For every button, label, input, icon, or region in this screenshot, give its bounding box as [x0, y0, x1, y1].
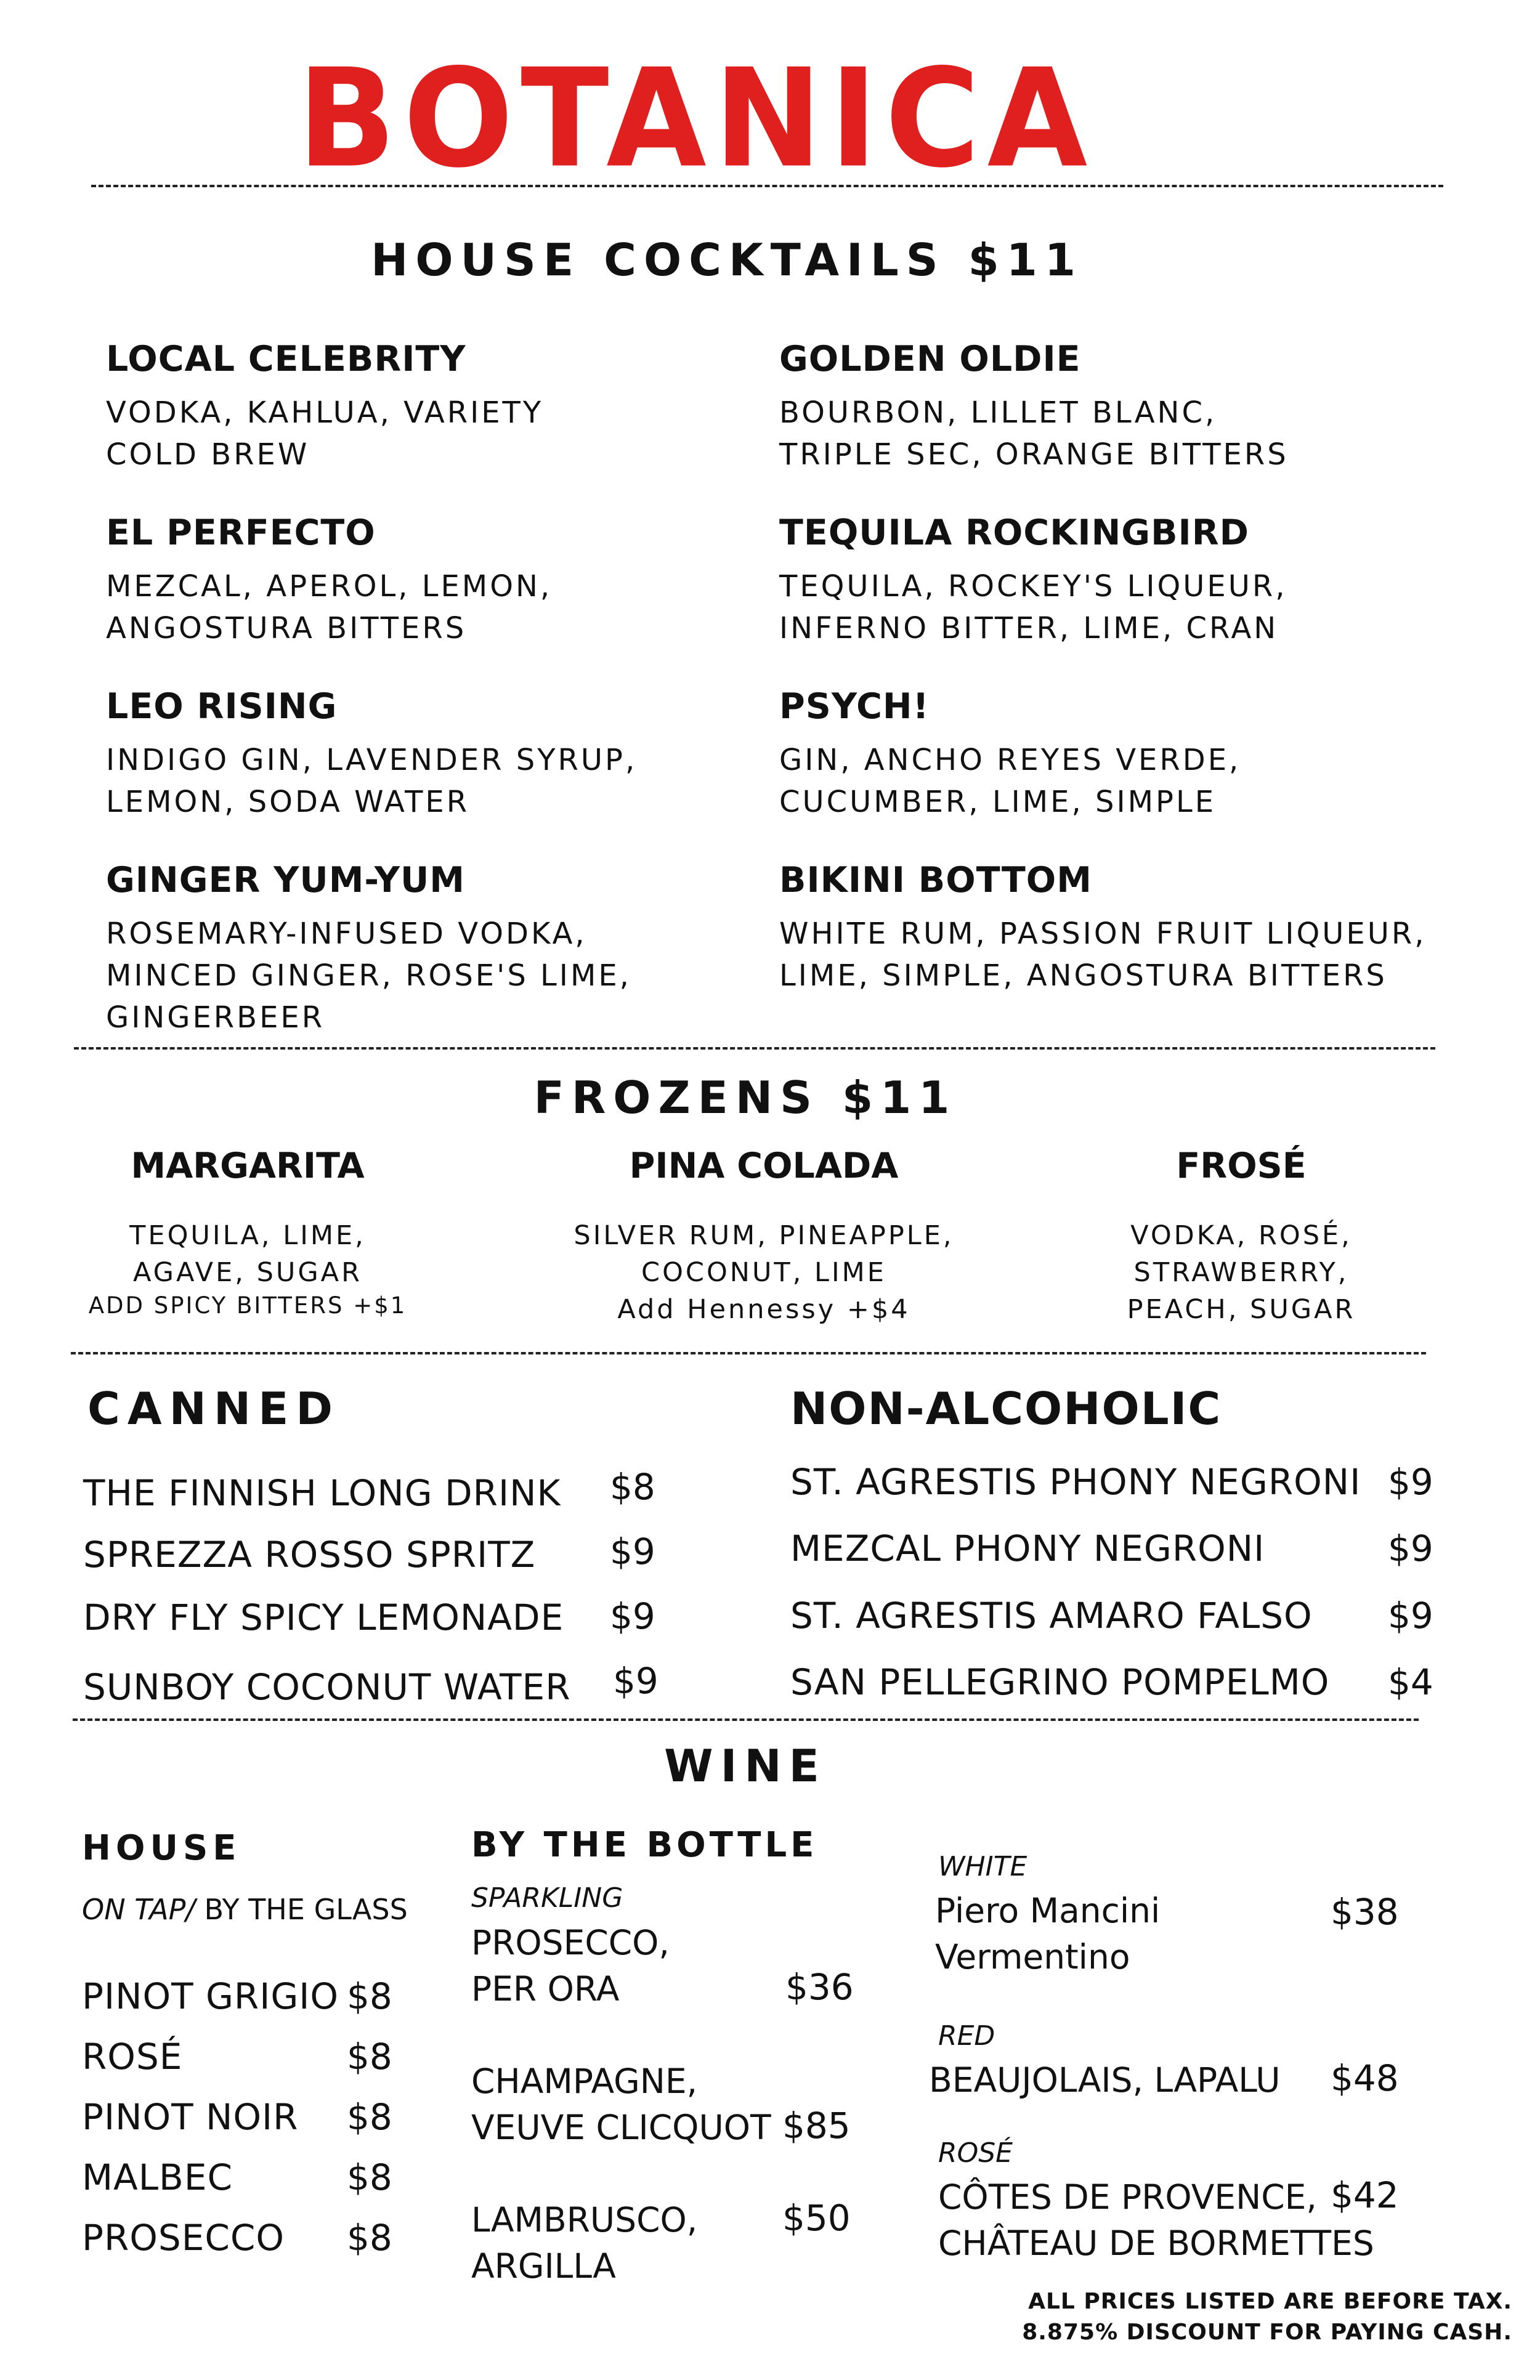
wine-bottle-title: BY THE BOTTLE: [471, 1825, 818, 1865]
section-title-house-cocktails: HOUSE COCKTAILS $11: [371, 234, 1083, 286]
frozen-desc: TEQUILA, LIME,: [129, 1220, 366, 1251]
wine-bottle-line2: VEUVE CLICQUOT: [471, 2108, 771, 2147]
cocktail-desc: WHITE RUM, PASSION FRUIT LIQUEUR,: [779, 917, 1427, 951]
wine-name: MALBEC: [82, 2156, 233, 2198]
frozen-desc: STRAWBERRY,: [1133, 1257, 1349, 1288]
divider: [71, 1352, 1426, 1354]
frozen-desc: PEACH, SUGAR: [1127, 1294, 1356, 1325]
canned-item-name: SUNBOY COCONUT WATER: [83, 1666, 571, 1708]
frozen-name: FROSÉ: [1176, 1146, 1307, 1186]
wine-rose-name: [938, 2174, 1374, 2267]
cocktail-name: PSYCH!: [779, 686, 930, 727]
wine-red-price: $48: [1331, 2057, 1399, 2099]
wine-red-name: BEAUJOLAIS, LAPALU: [929, 2060, 1281, 2100]
cocktail-item: [779, 860, 1427, 997]
section-title-frozens: FROZENS $11: [533, 1072, 957, 1123]
frozen-desc: AGAVE, SUGAR: [133, 1257, 362, 1288]
brand-logo: BOTANICA: [297, 39, 1095, 198]
frozen-item-pina-colada: [548, 1146, 979, 1328]
wine-white-label: WHITE: [938, 1851, 1027, 1882]
canned-item-price: $8: [610, 1466, 655, 1508]
list-item: [471, 1920, 670, 2012]
cocktail-desc: INFERNO BITTER, LIME, CRAN: [779, 611, 1279, 646]
list-item: [82, 2156, 233, 2198]
wine-white-line2: Vermentino: [935, 1937, 1130, 1977]
na-item-price: $4: [1388, 1661, 1433, 1703]
cocktail-desc: GINGERBEER: [106, 1000, 325, 1035]
wine-name: ROSÉ: [82, 2036, 183, 2078]
canned-item-name: THE FINNISH LONG DRINK: [83, 1472, 561, 1514]
frozen-extra: ADD SPICY BITTERS +$1: [88, 1292, 407, 1319]
cocktail-desc: VODKA, KAHLUA, VARIETY: [106, 395, 544, 430]
canned-item-price: $9: [610, 1595, 655, 1637]
list-item: [790, 1461, 1361, 1503]
cocktail-name: BIKINI BOTTOM: [779, 860, 1092, 901]
footer-line: ALL PRICES LISTED ARE BEFORE TAX.: [1028, 2289, 1512, 2314]
cocktail-desc: BOURBON, LILLET BLANC,: [779, 395, 1217, 430]
cocktail-desc: INDIGO GIN, LAVENDER SYRUP,: [106, 743, 638, 777]
cocktail-name: GINGER YUM-YUM: [106, 860, 465, 901]
na-item-price: $9: [1388, 1595, 1433, 1637]
list-item: [83, 1597, 564, 1638]
list-item: [82, 1975, 339, 2017]
cocktail-desc: COLD BREW: [106, 437, 310, 472]
canned-item-price: $9: [610, 1531, 655, 1572]
cocktail-item: [106, 512, 552, 649]
wine-bottle-line1: PROSECCO,: [471, 1923, 670, 1962]
cocktail-name: LOCAL CELEBRITY: [106, 339, 466, 379]
na-item-name: MEZCAL PHONY NEGRONI: [790, 1528, 1265, 1569]
wine-bottle-price: $36: [785, 1966, 854, 2008]
divider: [91, 185, 1443, 187]
frozen-desc: COCONUT, LIME: [641, 1257, 886, 1288]
cocktail-item: [779, 686, 1241, 823]
cocktail-desc: ROSEMARY-INFUSED VODKA,: [106, 917, 587, 951]
cocktail-name: TEQUILA ROCKINGBIRD: [779, 512, 1249, 553]
section-title-non-alcoholic: NON-ALCOHOLIC: [790, 1383, 1222, 1435]
list-item: [790, 1528, 1265, 1569]
wine-rose-label: ROSÉ: [938, 2137, 1013, 2169]
wine-house-subtitle: [82, 1893, 439, 1926]
cocktail-desc: ANGOSTURA BITTERS: [106, 611, 467, 646]
list-item: [83, 1666, 571, 1708]
wine-bottle-line2: PER ORA: [471, 1969, 620, 2009]
cocktail-desc: GIN, ANCHO REYES VERDE,: [779, 743, 1241, 777]
wine-bottle-price: $85: [782, 2105, 851, 2147]
frozen-desc: SILVER RUM, PINEAPPLE,: [573, 1220, 954, 1251]
wine-rose-line1: CÔTES DE PROVENCE,: [938, 2177, 1317, 2217]
wine-price: $8: [347, 2036, 392, 2078]
footer-line: 8.875% DISCOUNT FOR PAYING CASH.: [1022, 2320, 1512, 2345]
wine-bottle-column: [471, 1825, 878, 2286]
wine-white-price: $38: [1331, 1891, 1399, 1933]
footer-note: [958, 2286, 1512, 2348]
wine-name: PINOT GRIGIO: [82, 1975, 339, 2017]
canned-item-name: SPREZZA ROSSO SPRITZ: [83, 1534, 536, 1576]
frozen-name: PINA COLADA: [629, 1146, 899, 1186]
wine-house-column: [82, 1828, 439, 2259]
cocktail-desc: MINCED GINGER, ROSE'S LIME,: [106, 958, 631, 993]
cocktail-name: EL PERFECTO: [106, 512, 376, 553]
frozen-desc: VODKA, ROSÉ,: [1130, 1220, 1352, 1251]
frozen-item-margarita: [32, 1146, 463, 1321]
na-item-name: SAN PELLEGRINO POMPELMO: [790, 1661, 1330, 1703]
list-item: [790, 1661, 1329, 1703]
wine-bottle-price: $50: [782, 2197, 851, 2239]
list-item: [82, 2096, 298, 2138]
na-item-name: ST. AGRESTIS PHONY NEGRONI: [790, 1461, 1361, 1503]
wine-house-subtitle-italic: ON TAP/: [82, 1893, 195, 1926]
wine-rose-price: $42: [1331, 2174, 1399, 2216]
cocktail-item: [106, 339, 543, 476]
section-title-wine: WINE: [664, 1740, 827, 1792]
list-item: [790, 1595, 1313, 1637]
section-title-canned: CANNED: [87, 1383, 341, 1435]
na-item-price: $9: [1388, 1461, 1433, 1503]
cocktail-name: GOLDEN OLDIE: [779, 339, 1081, 379]
cocktail-desc: LEMON, SODA WATER: [106, 785, 470, 819]
divider: [74, 1047, 1435, 1050]
wine-price: $8: [347, 2096, 392, 2138]
divider: [73, 1718, 1419, 1721]
cocktail-item: [779, 339, 1289, 476]
canned-item-price: $9: [613, 1660, 659, 1702]
cocktail-name: LEO RISING: [106, 686, 338, 727]
list-item: [83, 1472, 561, 1514]
cocktail-desc: LIME, SIMPLE, ANGOSTURA BITTERS: [779, 958, 1387, 993]
list-item: [82, 2217, 285, 2259]
frozen-extra: Add Hennessy +$4: [617, 1294, 910, 1325]
list-item: [83, 1534, 535, 1576]
wine-price: $8: [347, 2217, 392, 2259]
cocktail-desc: CUCUMBER, LIME, SIMPLE: [779, 785, 1217, 819]
wine-house-title: HOUSE: [82, 1828, 241, 1868]
cocktail-desc: TRIPLE SEC, ORANGE BITTERS: [779, 437, 1289, 472]
cocktail-item: [106, 860, 631, 1038]
na-item-name: ST. AGRESTIS AMARO FALSO: [790, 1595, 1313, 1637]
wine-bottle-line1: CHAMPAGNE,: [471, 2062, 698, 2101]
wine-bottle-line2: ARGILLA: [471, 2246, 616, 2286]
wine-name: PROSECCO: [82, 2217, 285, 2259]
wine-white-name: [935, 1888, 1160, 1980]
cocktail-desc: MEZCAL, APEROL, LEMON,: [106, 569, 553, 604]
wine-rose-line2: CHÂTEAU DE BORMETTES: [938, 2224, 1374, 2263]
cocktail-desc: TEQUILA, ROCKEY'S LIQUEUR,: [779, 569, 1287, 604]
cocktail-item: [106, 686, 637, 823]
list-item: [471, 2197, 697, 2289]
wine-bottle-line1: LAMBRUSCO,: [471, 2200, 698, 2240]
canned-item-name: DRY FLY SPICY LEMONADE: [83, 1597, 564, 1638]
wine-price: $8: [347, 1975, 392, 2017]
wine-house-subtitle-rest: BY THE GLASS: [195, 1893, 408, 1926]
list-item: [471, 2058, 771, 2151]
frozen-name: MARGARITA: [131, 1146, 365, 1186]
wine-red-label: RED: [938, 2020, 995, 2052]
frozen-item-frose: [1026, 1146, 1457, 1328]
wine-price: $8: [347, 2156, 392, 2198]
cocktail-item: [779, 512, 1287, 649]
list-item: [82, 2036, 182, 2078]
wine-name: PINOT NOIR: [82, 2096, 299, 2138]
na-item-price: $9: [1388, 1528, 1433, 1569]
wine-white-line1: Piero Mancini: [935, 1891, 1161, 1930]
wine-sparkling-label: SPARKLING: [471, 1882, 623, 1914]
